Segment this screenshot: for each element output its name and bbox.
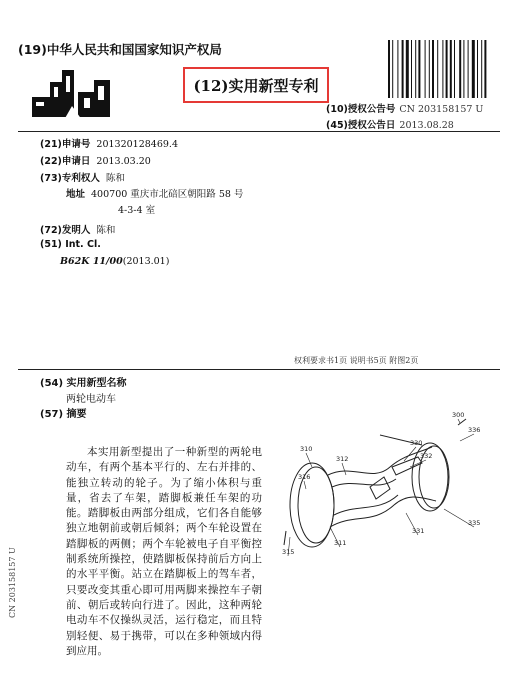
publication-date-label: (45)授权公告日 <box>326 120 396 131</box>
barcode-bar <box>418 40 420 98</box>
document-type-box <box>183 67 329 103</box>
address-line-1: 400700 重庆市北碚区朝阳路 58 号 <box>91 189 244 200</box>
int-cl-label: (51) Int. Cl. <box>40 239 101 250</box>
biblio-divider <box>18 369 500 370</box>
barcode-bar <box>388 40 390 98</box>
reference-numeral-312: 312 <box>336 455 349 463</box>
barcode-bar <box>397 40 398 98</box>
publication-number: CN 203158157 U <box>399 104 484 115</box>
title-section-label: (54) 实用新型名称 <box>40 378 127 389</box>
barcode-bar <box>463 40 464 98</box>
cnipa-logo-icon <box>22 62 122 122</box>
barcode-bar <box>459 40 461 98</box>
leader-line <box>460 434 474 441</box>
application-number-row <box>40 136 178 150</box>
reference-numeral-331: 331 <box>412 527 425 535</box>
inventor: 陈和 <box>96 225 116 236</box>
address-row <box>66 186 243 200</box>
patentee-row <box>40 170 125 184</box>
header-divider <box>18 131 500 132</box>
barcode-bar <box>468 40 469 98</box>
reference-numeral-335: 335 <box>468 519 481 527</box>
reference-numeral-332: 332 <box>420 452 433 460</box>
barcode-bar <box>437 40 438 98</box>
ipc-classification <box>60 256 169 267</box>
page-count-info: 权利要求书1页 说明书5页 附图2页 <box>294 356 419 365</box>
address-label: 地址 <box>66 189 86 200</box>
utility-model-title: 两轮电动车 <box>66 394 116 405</box>
reference-numeral-310: 310 <box>300 445 313 453</box>
barcode-bar <box>477 40 478 98</box>
publication-date-row <box>326 117 454 131</box>
vertical-publication-number: CN 203158157 U <box>8 547 17 618</box>
barcode-bar <box>411 40 412 98</box>
int-cl-row <box>40 239 101 250</box>
reference-numeral-300: 300 <box>452 411 465 419</box>
ipc-code: B62K 11/00 <box>60 256 123 267</box>
inventor-row <box>40 222 115 236</box>
barcode-bar <box>484 40 486 98</box>
leader-line <box>304 481 306 489</box>
reference-numeral-336: 336 <box>468 426 481 434</box>
application-date-row <box>40 153 151 167</box>
barcode-icon <box>386 40 500 98</box>
publication-number-label: (10)授权公告号 <box>326 104 396 115</box>
barcode-bar <box>415 40 416 98</box>
leader-line <box>306 453 312 467</box>
publication-date: 2013.08.28 <box>399 120 454 131</box>
publication-number-row <box>326 101 483 115</box>
barcode-bar <box>442 40 443 98</box>
barcode-bar <box>450 40 452 98</box>
application-date-label: (22)申请日 <box>40 156 91 167</box>
abstract-section-label: (57) 摘要 <box>40 409 87 420</box>
leader-line <box>458 419 460 423</box>
application-date: 2013.03.20 <box>96 156 151 167</box>
barcode-bar <box>454 40 455 98</box>
document-type: (12)实用新型专利 <box>193 76 319 95</box>
application-number: 201320128469.4 <box>96 139 179 150</box>
address-line-2: 4-3-4 室 <box>118 205 156 216</box>
leader-line <box>410 460 426 467</box>
reference-numeral-330: 330 <box>410 439 423 447</box>
reference-numeral-311: 311 <box>334 539 347 547</box>
barcode-bar <box>429 40 430 98</box>
abstract-text: 本实用新型提出了一种新型的两轮电动车，有两个基本平行的、左右并排的、能独立转动的轮子。为了缩小体积与重量，省去了车架，踏脚板兼任车架的功能。踏脚板由两部分组成，它们各自能够独立地朝前或朝后倾斜；两个车轮设置在踏脚板的两侧；两个车轮被电子自平衡控制系统所操控，使踏脚板保持前后方向上的水平平衡。站立在踏脚板上的驾车者，只要改变其重心即可用两脚来操控车子朝前、朝后或转向行进了。因此，这种两轮电动车不仅操纵灵活，运行稳定，而且特别轻便、易于携带，可以在多种领域内得到应用。 <box>66 446 262 657</box>
scooter-drawing <box>272 405 484 565</box>
leader-line <box>342 463 346 475</box>
application-number-label: (21)申请号 <box>40 139 91 150</box>
issuing-authority: (19)中华人民共和国国家知识产权局 <box>18 42 222 57</box>
barcode-bar <box>402 40 404 98</box>
barcode-bar <box>481 40 482 98</box>
barcode-bar <box>432 40 434 98</box>
inventor-label: (72)发明人 <box>40 225 91 236</box>
reference-numeral-316: 316 <box>298 473 311 481</box>
barcode-bar <box>406 40 409 98</box>
barcode-bar <box>446 40 448 98</box>
patentee: 陈和 <box>105 173 125 184</box>
patentee-label: (73)专利权人 <box>40 173 100 184</box>
ipc-year: (2013.01) <box>122 256 170 267</box>
barcode-bar <box>392 40 393 98</box>
barcode-bar <box>472 40 475 98</box>
reference-numeral-315: 315 <box>282 548 295 556</box>
barcode-bar <box>425 40 426 98</box>
